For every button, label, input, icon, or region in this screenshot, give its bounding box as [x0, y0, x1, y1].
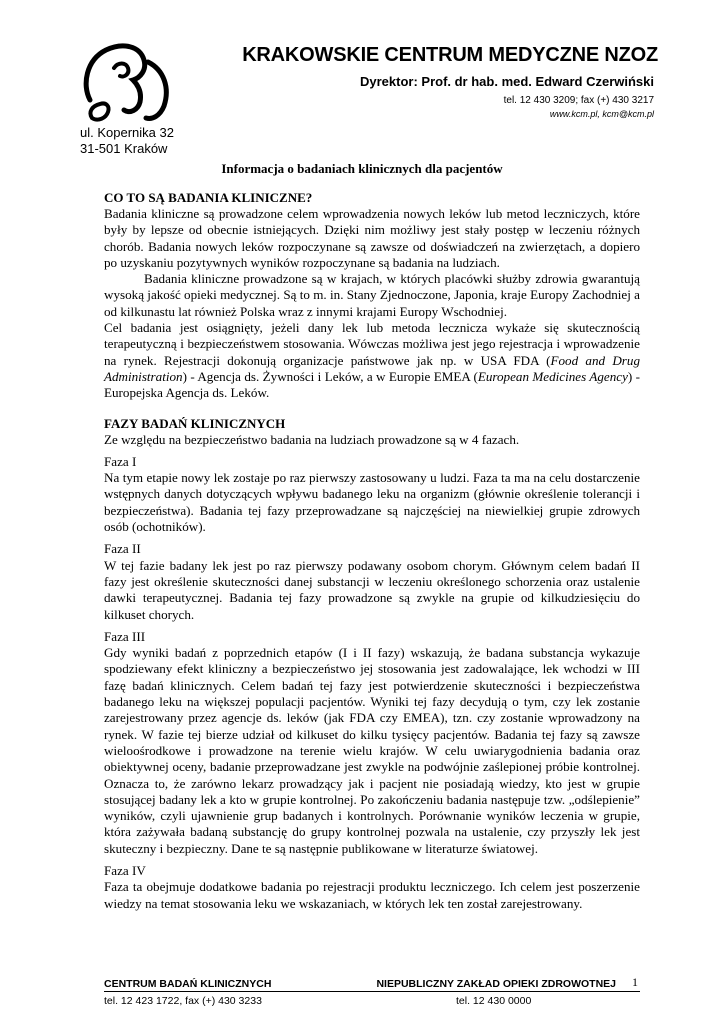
- phase-label: Faza II: [104, 541, 141, 557]
- text-run: Cel badania jest osiągnięty, jeżeli dany lek lub metoda lecznicza wykaże się skutecznością terapeutyczną i bezpieczeństwem stosowania. Wówczas możliwa jest jego rejestracja i wprowadzenie na rynek. Rejestracji dokonują organizacje państwowe jak np. w USA FDA (: [104, 320, 640, 368]
- paragraph: Badania kliniczne prowadzone są w krajach, w których placówki służby zdrowia gwarantują wysoką jakość opieki medycznej. Są to m. in. Stany Zjednoczone, Japonia, kraje Europy Zachodniej a od kilkunastu lat również Polska wraz z innymi krajami Europy Wschodniej.: [104, 271, 640, 319]
- footer-right-title: NIEPUBLICZNY ZAKŁAD OPIEKI ZDROWOTNEJ: [376, 978, 616, 990]
- phase-label: Faza IV: [104, 862, 146, 878]
- section-heading-what-are-trials: CO TO SĄ BADANIA KLINICZNE?: [104, 190, 313, 205]
- organization-name: KRAKOWSKIE CENTRUM MEDYCZNE NZOZ: [242, 44, 658, 66]
- text-run: ) - Europejska Agencja ds. Leków.: [104, 368, 640, 401]
- footer-left-contact: tel. 12 423 1722, fax (+) 430 3233: [104, 995, 262, 1007]
- phase-text: W tej fazie badany lek jest po raz pierwszy podawany osobom chorym. Głównym celem badań II fazy jest określenie skuteczności danej substancji w leczeniu określonego schorzenia oraz ustalenie dawki terapeutycznej. Badania tej fazy prowadzone są zwykle na grupie od kilkudziesięciu do kilkuset chorych.: [104, 557, 640, 622]
- web-email: www.kcm.pl, kcm@kcm.pl: [549, 109, 654, 119]
- femur-bone-logo-icon: [78, 40, 188, 125]
- paragraph: Ze względu na bezpieczeństwo badania na ludziach prowadzone są w 4 fazach.: [104, 431, 520, 447]
- phone-fax: tel. 12 430 3209; fax (+) 430 3217: [503, 95, 654, 106]
- address-street: ul. Kopernika 32: [80, 125, 174, 140]
- document-body: [104, 190, 640, 912]
- fda-full-name: Food and Drug Administration: [104, 352, 640, 384]
- phase-label: Faza I: [104, 453, 137, 469]
- phase-text: Na tym etapie nowy lek zostaje po raz pierwszy zastosowany u ludzi. Faza ta ma na celu dostarczenie wstępnych danych dotyczących wpływu badanego leku na organizm (głównie określenie tolerancji i bezpieczeństwa). Badania tej fazy przeprowadzane są najczęściej na niewielkiej grupie zdrowych osób (ochotników).: [104, 470, 640, 535]
- section-heading-phases: FAZY BADAŃ KLINICZNYCH: [104, 415, 286, 431]
- document-title: Informacja o badaniach klinicznych dla pacjentów: [221, 161, 503, 176]
- text-run: ) - Agencja ds. Żywności i Leków, a w Europie EMEA (: [182, 368, 478, 384]
- page-number: 1: [632, 975, 638, 989]
- address-city: 31-501 Kraków: [80, 141, 168, 156]
- footer-left-title: CENTRUM BADAŃ KLINICZNYCH: [104, 978, 272, 990]
- paragraph: [104, 320, 640, 401]
- phase-label: Faza III: [104, 628, 146, 644]
- phase-text: Gdy wyniki badań z poprzednich etapów (I i II fazy) wskazują, że badana substancja wykazuje spodziewany efekt kliniczny a bezpieczeństwo jej stosowania jest zadowalające, lek wchodzi w III fazę badań klinicznych. Celem badań tej fazy jest potwierdzenie skuteczności i bezpieczeństwa badanego leku na większej populacji pacjentów. Wyniki tej fazy decydują o tym, czy lek zostanie zarejestrowany przez agencje ds. leków (jak FDA czy EMEA), tzn. czy zostanie wprowadzony na rynek. W fazie tej bierze udział od kilkuset do kilku tysięcy pacjentów. Badania tej fazy są zawsze wieloośrodkowe i prowadzone na terenie wielu krajów. W celu uwiarygodnienia badania oraz obiektywnej oceny, badanie przeprowadzane jest zwykle na podwójnie zaślepionej próbie kontrolnej. Oznacza to, że zarówno lekarz prowadzący jak i pacjent nie posiadają wiedzy, kto jest w grupie stosującej badany lek a kto w grupie kontrolnej. Po zakończeniu badania następuje tzw. „odślepienie” wyników, czyli ujawnienie grup badanych i kontrolnych. Porównanie wyników leczenia w grupie, która zażywała badaną substancję do grupy kontrolnej pozwala na ustalenie, czy przyszły lek jest skuteczny i bezpieczny. Dane te są następnie publikowane w literaturze światowej.: [104, 645, 640, 856]
- address-block: [80, 125, 174, 157]
- paragraph: Badania kliniczne są prowadzone celem wprowadzenia nowych leków lub metod leczniczych, które były by lepsze od obecnie istniejących. Dzięki nim możliwy jest stały postęp w leczeniu różnych chorób. Badania nowych leków rozpoczynane są zawsze od doświadczeń na zwierzętach, a dopiero po uzyskaniu pozytywnych wyników rozpoczynane są badania na ludziach.: [104, 206, 640, 270]
- phase-text: Faza ta obejmuje dodatkowe badania po rejestracji produktu leczniczego. Ich celem jest poszerzenie wiedzy na temat stosowania leku we wskazaniach, w których lek ten został zarejestrowany.: [104, 879, 640, 911]
- footer-right-contact: tel. 12 430 0000: [456, 995, 532, 1007]
- director-line: Dyrektor: Prof. dr hab. med. Edward Czerwiński: [359, 74, 654, 89]
- footer-divider: [104, 991, 640, 992]
- emea-full-name: European Medicines Agency: [477, 368, 628, 384]
